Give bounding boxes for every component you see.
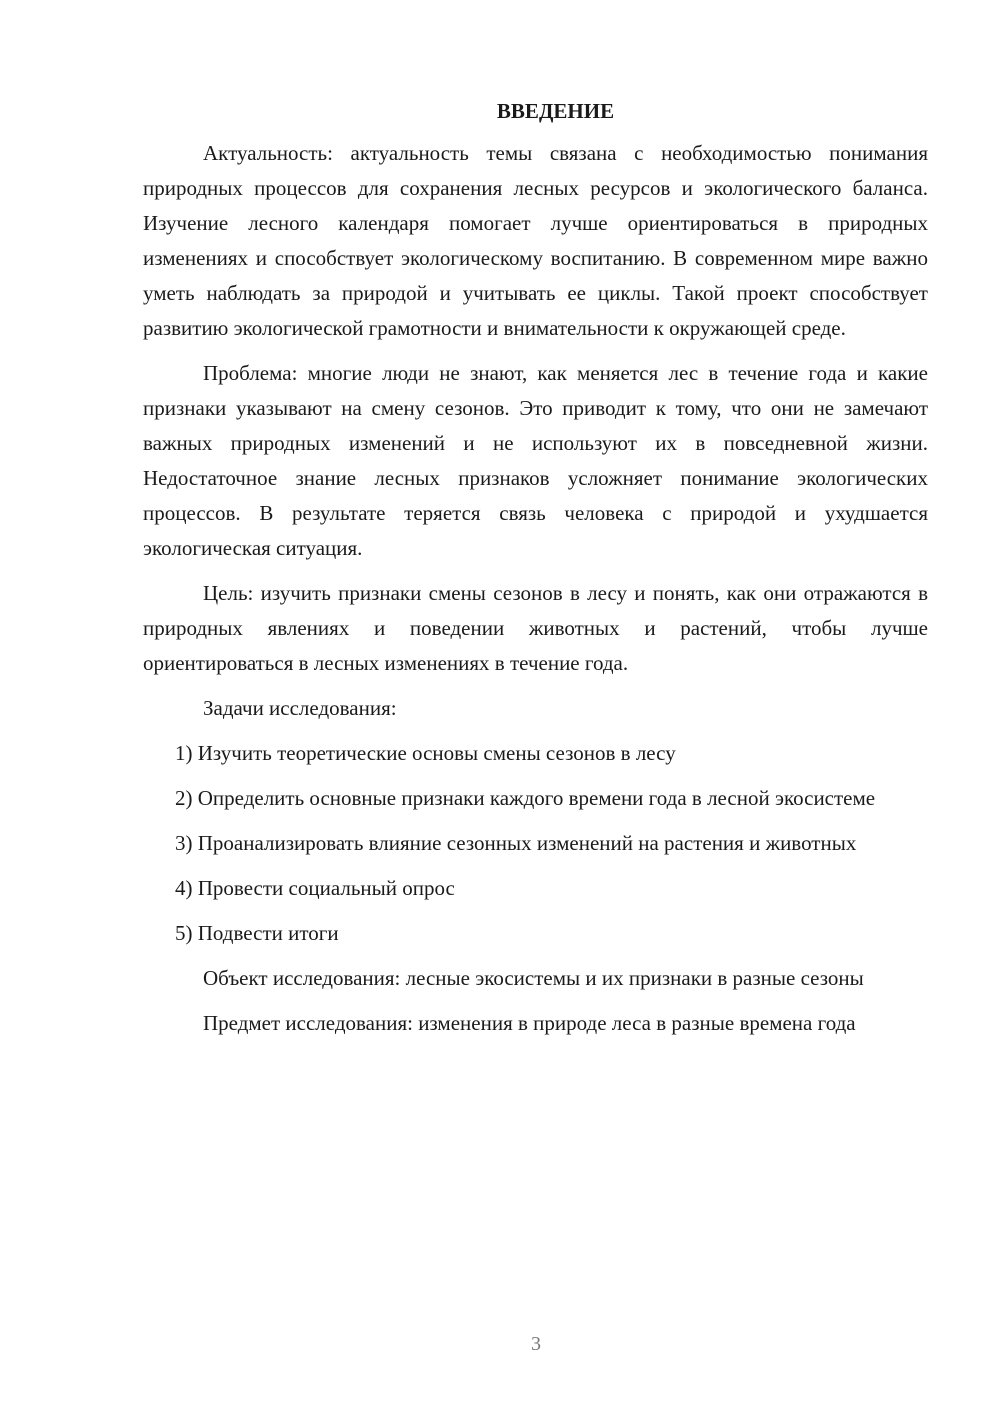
task-item: 2) Определить основные признаки каждого времени года в лесной экосистеме [175, 786, 876, 810]
task-item: 3) Проанализировать влияние сезонных изменений на растения и животных [175, 831, 857, 855]
research-subject-paragraph: Предмет исследования: изменения в природе леса в разные времена года [203, 1011, 856, 1035]
task-item: 5) Подвести итоги [175, 921, 339, 945]
task-item: 1) Изучить теоретические основы смены сезонов в лесу [175, 741, 676, 765]
document-page [143, 96, 928, 1051]
tasks-list [143, 736, 928, 951]
tasks-heading: Задачи исследования: [203, 696, 397, 720]
page-title: ВВЕДЕНИЕ [496, 99, 615, 123]
page-number: 3 [531, 1333, 541, 1355]
problem-paragraph: Проблема: многие люди не знают, как меняется лес в течение года и какие признаки указывают на смену сезонов. Это приводит к тому, что они не замечают важных природных изменений и не используют их в повседневной жизни. Недостаточное знание лесных признаков усложняет понимание экологических процессов. В результате теряется связь человека с природой и ухудшается экологическая ситуация. [143, 361, 928, 560]
task-item: 4) Провести социальный опрос [175, 876, 455, 900]
relevance-paragraph: Актуальность: актуальность темы связана с необходимостью понимания природных процессов для сохранения лесных ресурсов и экологического баланса. Изучение лесного календаря помогает лучше ориентироваться в природных изменениях и способствует экологическому воспитанию. В современном мире важно уметь наблюдать за природой и учитывать ее циклы. Такой проект способствует развитию экологической грамотности и внимательности к окружающей среде. [143, 141, 928, 340]
research-object-paragraph: Объект исследования: лесные экосистемы и их признаки в разные сезоны [203, 966, 864, 990]
goal-paragraph: Цель: изучить признаки смены сезонов в лесу и понять, как они отражаются в природных явлениях и поведении животных и растений, чтобы лучше ориентироваться в лесных изменениях в течение года. [143, 581, 928, 675]
